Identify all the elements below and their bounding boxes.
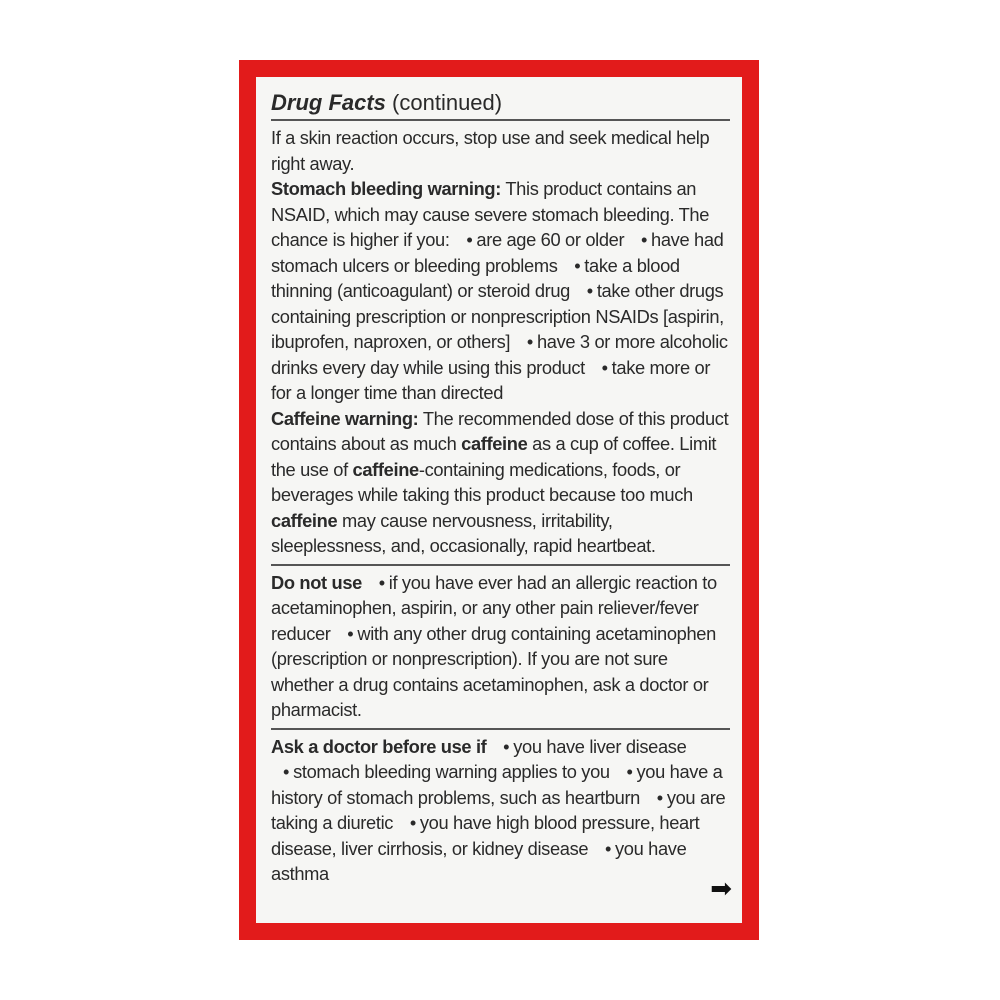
stomach-bullet: take more or for a longer time than directed xyxy=(271,356,711,403)
caffeine-text: as a cup of coffee. Limit the use of xyxy=(271,433,717,480)
caffeine-heading: Caffeine warning: xyxy=(271,407,419,429)
stomach-bullet: take a blood thinning (anticoagulant) or steroid drug xyxy=(271,254,680,301)
do-not-use-heading: Do not use xyxy=(271,571,362,593)
ask-doctor-bullet: you have a history of stomach problems, such as heartburn xyxy=(271,761,723,808)
warnings-section xyxy=(271,121,730,566)
stomach-bleeding-warning: Stomach bleeding warning: This product contains an NSAID, which may cause severe stomach bleeding. The chance is higher if you: • are age 60 or older • have had stomach ulcers or bleeding problems • take a blood thinning (anticoagulant) or steroid drug • take other drugs containing prescription or nonprescription NSAIDs [aspirin, ibuprofen, naproxen, or others] • have 3 or more alcoholic drinks every day while using this product • take more or for a longer time than directed xyxy=(271,178,728,403)
skin-reaction-warning: If a skin reaction occurs, stop use and seek medical help right away. xyxy=(271,127,710,174)
ask-doctor-bullet: you have asthma xyxy=(271,837,687,884)
ask-doctor-heading: Ask a doctor before use if xyxy=(271,735,487,757)
ask-doctor-section: Ask a doctor before use if • you have liver disease • stomach bleeding warning applies to you • you have a history of stomach problems, such as heartburn • you are taking a diuretic • you have high blood pressure, heart disease, liver cirrhosis, or kidney disease • you have asthma xyxy=(271,735,726,884)
caffeine-warning xyxy=(271,406,730,559)
ask-doctor-bullet: you are taking a diuretic xyxy=(271,786,726,833)
drug-facts-panel xyxy=(256,77,742,923)
drug-facts-subtitle: (continued) xyxy=(385,90,503,115)
caffeine-text: The recommended dose of this product contains about as much xyxy=(271,407,729,454)
do-not-use-bullet: if you have ever had an allergic reaction to acetaminophen, aspirin, or any other pain reliever/fever reducer xyxy=(271,571,717,644)
do-not-use-bullet: with any other drug containing acetaminophen (prescription or nonprescription). If you are not sure whether a drug contains acetaminophen, ask a doctor or pharmacist. xyxy=(271,622,716,720)
caffeine-text: -containing medications, foods, or beverages while taking this product because too much xyxy=(271,458,693,505)
do-not-use-section: Do not use • if you have ever had an allergic reaction to acetaminophen, aspirin, or any other pain reliever/fever reducer • with any other drug containing acetaminophen (prescription or nonprescription). If you are not sure whether a drug contains acetaminophen, ask a doctor or pharmacist. xyxy=(271,566,730,730)
ask-doctor-bullet: you have liver disease xyxy=(513,735,687,757)
drug-facts-label-border xyxy=(239,60,759,940)
drug-facts-title: Drug Facts xyxy=(271,90,386,115)
drug-facts-header xyxy=(271,89,730,121)
ask-doctor-bullet: you have high blood pressure, heart disease, liver cirrhosis, or kidney disease xyxy=(271,812,700,859)
stomach-bleeding-text: This product contains an NSAID, which may cause severe stomach bleeding. The chance is higher if you: xyxy=(271,178,710,250)
ask-doctor-bullet: stomach bleeding warning applies to you xyxy=(293,761,610,782)
stomach-bullet: have 3 or more alcoholic drinks every day while using this product xyxy=(271,331,728,378)
arrow-right-icon: ➡ xyxy=(710,873,732,903)
caffeine-keyword: caffeine xyxy=(461,433,528,454)
stomach-bullet: are age 60 or older xyxy=(476,229,625,250)
caffeine-text: may cause nervousness, irritability, sleeplessness, and, occasionally, rapid heartbeat. xyxy=(271,509,656,556)
stomach-bullet: take other drugs containing prescription or nonprescription NSAIDs [aspirin, ibuprofen, naproxen, or others] xyxy=(271,280,724,352)
caffeine-keyword: caffeine xyxy=(352,458,419,480)
caffeine-keyword: caffeine xyxy=(271,509,338,531)
stomach-bullet: have had stomach ulcers or bleeding problems xyxy=(271,229,724,276)
stomach-bleeding-heading: Stomach bleeding warning: xyxy=(271,178,501,199)
